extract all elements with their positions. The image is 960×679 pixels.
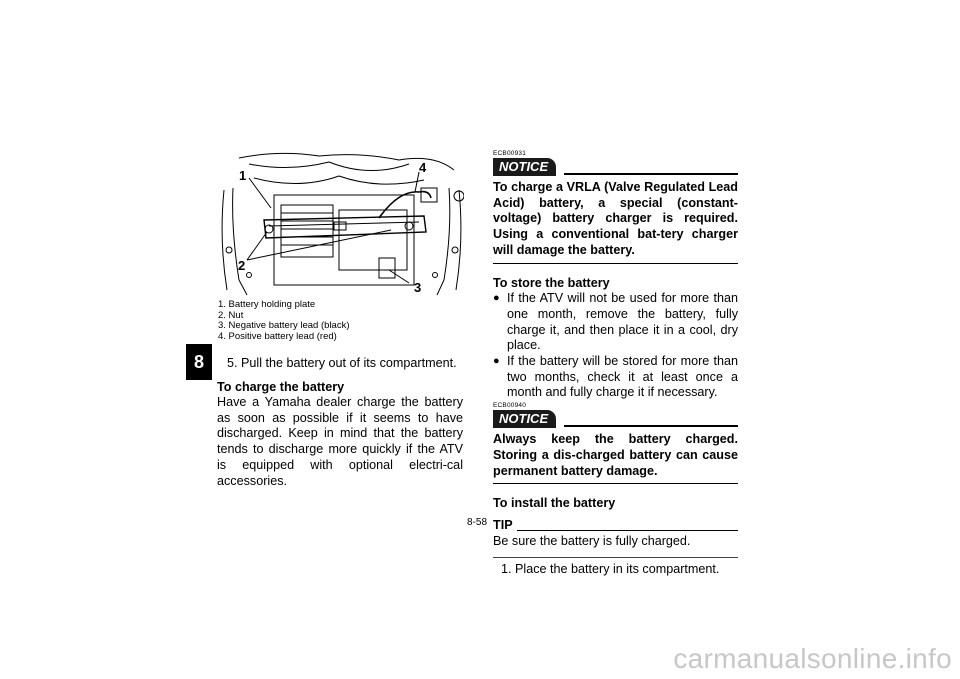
legend-item: 3. Negative battery lead (black): [218, 320, 350, 332]
section-tab: 8: [186, 344, 212, 380]
tip-end-rule: [493, 557, 738, 558]
notice-code: ECB00931: [493, 150, 527, 157]
notice-code: ECB00940: [493, 402, 527, 410]
legend-item: 4. Positive battery lead (red): [218, 330, 337, 342]
callout-4: 4: [419, 160, 427, 175]
step-1: 1. Place the battery in its compartment.: [501, 562, 720, 577]
notice-badge: NOTICE: [493, 410, 556, 428]
notice-header: [493, 158, 738, 176]
legend-item: 2. Nut: [218, 309, 244, 321]
tip-divider: [517, 530, 738, 531]
callout-2: 2: [238, 258, 246, 273]
bullet-icon: ●: [493, 355, 500, 368]
legend-item: 1. Battery holding plate: [218, 299, 316, 310]
step-5: 5. Pull the battery out of its compartment.: [227, 356, 457, 370]
list-item: ● If the ATV will not be used for more than one month, remove the battery, fully charge it, and then place it in a cool, dry place.: [493, 291, 738, 353]
notice-end-rule: [493, 263, 738, 264]
install-heading: To install the battery: [493, 496, 616, 511]
callout-1: 1: [239, 168, 247, 183]
bullet-icon: ●: [493, 292, 500, 305]
charge-heading: To charge the battery: [217, 380, 345, 394]
battery-compartment-illustration: [219, 150, 464, 297]
list-item: ● If the battery will be stored for more than two months, check it at least once a month and fully charge it if necessary.: [493, 354, 738, 400]
figure-legend: [218, 300, 349, 342]
notice-end-rule: [493, 483, 738, 484]
notice-header: [493, 410, 738, 428]
notice-badge: NOTICE: [493, 158, 556, 176]
notice-text: Always keep the battery charged. Storing a dis-charged battery can cause permanent battery damage.: [493, 432, 738, 478]
charge-body: Have a Yamaha dealer charge the battery as soon as possible if it seems to have discharged. Keep in mind that the battery tends to discharge more quickly if the ATV is equipped with optional electri-cal accessories.: [217, 395, 463, 488]
notice-divider: [564, 173, 738, 175]
tip-label: TIP: [493, 517, 513, 532]
notice-text: To charge a VRLA (Valve Regulated Lead Acid) battery, a special (constant-voltage) battery charger is required. Using a conventional bat-tery charger will damage the battery.: [493, 180, 738, 257]
watermark: carmanualsonline.info: [673, 643, 952, 674]
tip-header: [493, 518, 738, 534]
callout-3: 3: [414, 280, 422, 295]
tip-text: Be sure the battery is fully charged.: [493, 533, 691, 548]
store-heading: To store the battery: [493, 275, 610, 290]
notice-divider: [564, 425, 738, 427]
page-number: 8-58: [467, 517, 488, 528]
battery-line-drawing: [219, 150, 464, 297]
